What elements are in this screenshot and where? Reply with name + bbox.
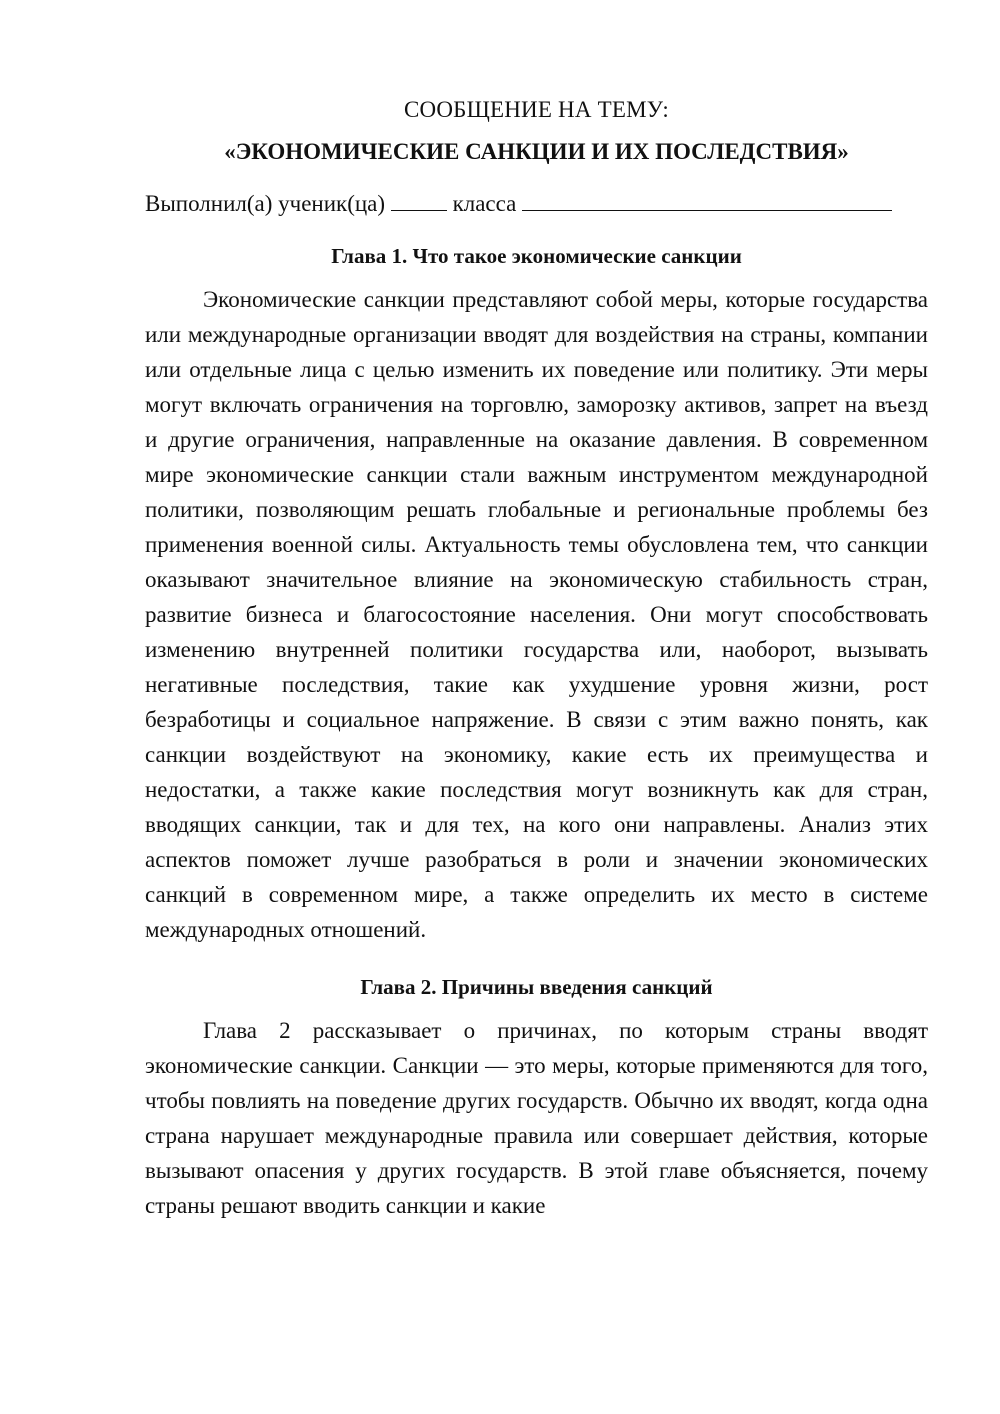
class-number-blank bbox=[391, 186, 447, 211]
chapter-1-paragraph: Экономические санкции представляют собой меры, которые государства или международные организации вводят для воздействия на страны, компании или отдельные лица с целью изменить их поведение или политику. Эти меры могут включать ограничения на торговлю, заморозку активов, запрет на въезд и другие ограничения, направленные на оказание давления. В современном мире экономические санкции стали важным инструментом международной политики, позволяющим решать глобальные и региональные проблемы без применения военной силы. Актуальность темы обусловлена тем, что санкции оказывают значительное влияние на экономическую стабильность стран, развитие бизнеса и благосостояние населения. Они могут способствовать изменению внутренней политики государства или, наоборот, вызывать негативные последствия, такие как ухудшение уровня жизни, рост безработицы и социальное напряжение. В связи с этим важно понять, как санкции воздействуют на экономику, какие есть их преимущества и недостатки, а также какие последствия могут возникнуть как для стран, вводящих санкции, так и для тех, на кого они направлены. Анализ этих аспектов поможет лучше разобраться в роли и значении экономических санкций в современном мире, а также определить их место в системе международных отношений. bbox=[145, 287, 928, 942]
author-class-word: класса bbox=[452, 191, 517, 216]
chapter-2-paragraph: Глава 2 рассказывает о причинах, по которым страны вводят экономические санкции. Санкции — это меры, которые применяются для того, чтобы повлиять на поведение других государств. Обычно их вводят, когда одна страна нарушает международные правила или совершает действия, которые вызывают опасения у других государств. В этой главе объясняется, почему страны решают вводить санкции и какие bbox=[145, 1018, 928, 1218]
document-title-top: СООБЩЕНИЕ НА ТЕМУ: bbox=[404, 97, 669, 122]
author-prefix: Выполнил(а) ученик(ца) bbox=[145, 191, 386, 216]
author-name-blank bbox=[522, 186, 892, 211]
chapter-1-heading: Глава 1. Что такое экономические санкции bbox=[331, 244, 742, 268]
document-title-main: «ЭКОНОМИЧЕСКИЕ САНКЦИИ И ИХ ПОСЛЕДСТВИЯ» bbox=[224, 139, 849, 164]
chapter-2-heading: Глава 2. Причины введения санкций bbox=[360, 975, 713, 999]
document-page bbox=[145, 92, 928, 1223]
author-line bbox=[145, 186, 928, 222]
